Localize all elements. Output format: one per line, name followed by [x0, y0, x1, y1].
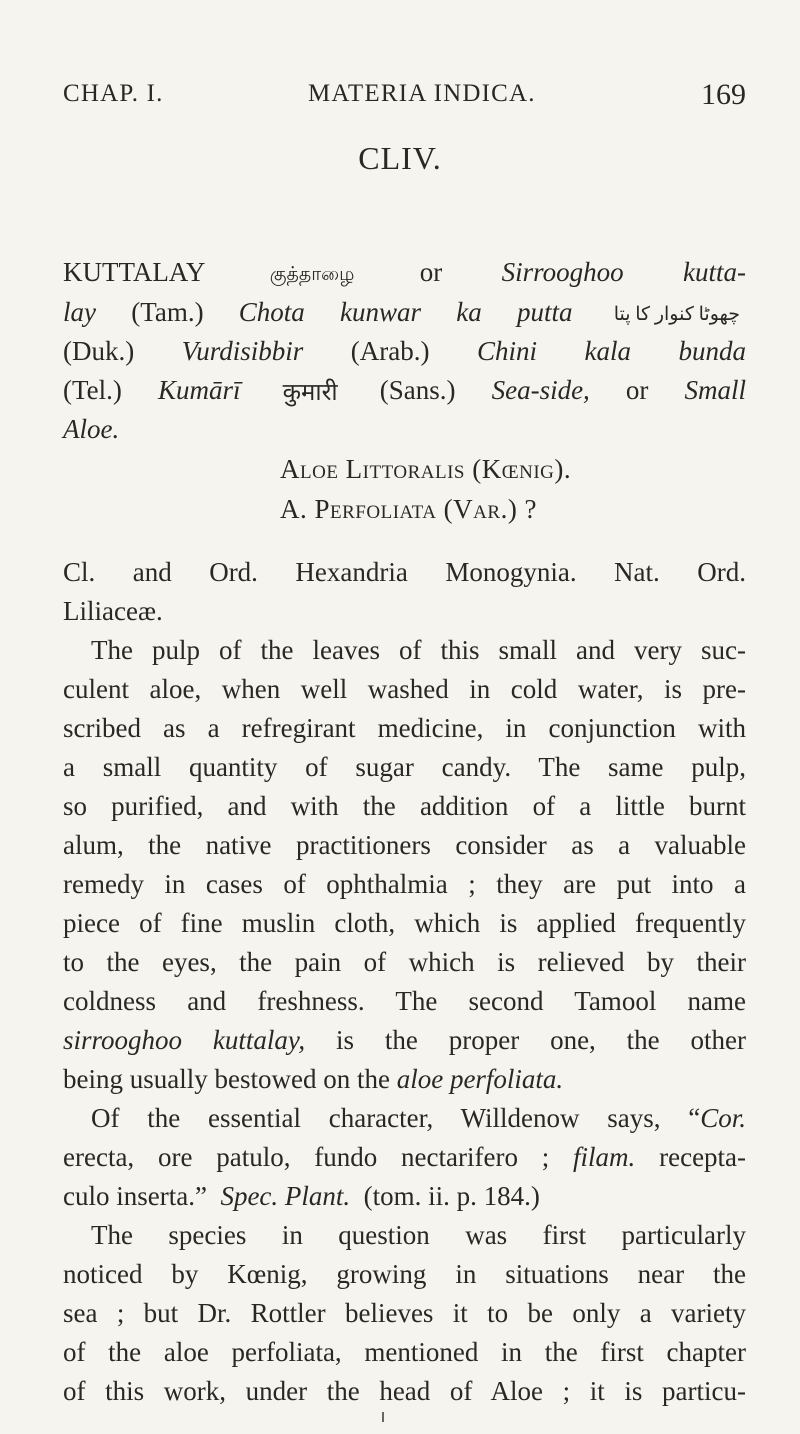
- urdu-script: چهوٹا کنوار کا پتا: [613, 303, 741, 325]
- paragraph-line: remedy in cases of ophthalmia ; they are put into a: [63, 869, 746, 899]
- entry-line-1: KUTTALAY குத்தாழை or Sirrooghoo kutta-: [63, 254, 746, 290]
- entry-headword: KUTTALAY: [63, 257, 205, 287]
- entry-line-4: (Tel.) Kumārī कुमारी (Sans.) Sea-side, or Small: [63, 372, 746, 408]
- paragraph-line: culo inserta.” Spec. Plant. (tom. ii. p. 184.): [63, 1181, 540, 1211]
- section-number: CLIV.: [358, 140, 442, 176]
- paragraph-line: of this work, under the head of Aloe ; it is particu-: [63, 1376, 746, 1406]
- paragraph-line: scribed as a refregirant medicine, in conjunction with: [63, 713, 746, 743]
- devanagari-script: कुमारी: [282, 379, 338, 406]
- paragraph-line: to the eyes, the pain of which is relieved by their: [63, 947, 746, 977]
- chapter-label: CHAP. I.: [63, 80, 164, 107]
- paragraph-line: culent aloe, when well washed in cold water, is pre-: [63, 674, 746, 704]
- paragraph-line: noticed by Kœnig, growing in situations near the: [63, 1259, 746, 1289]
- paragraph-line: a small quantity of sugar candy. The same pulp,: [63, 752, 746, 782]
- paragraph-line: coldness and freshness. The second Tamool name: [63, 986, 746, 1016]
- running-head: [63, 80, 746, 120]
- page-number: 169: [701, 78, 746, 111]
- paragraph-line: of the aloe perfoliata, mentioned in the first chapter: [63, 1337, 746, 1367]
- classification-line-1: Cl. and Ord. Hexandria Monogynia. Nat. Ord.: [63, 557, 746, 587]
- paragraph-line: so purified, and with the addition of a little burnt: [63, 791, 746, 821]
- paragraph-line: erecta, ore patulo, fundo nectarifero ; filam. recepta-: [63, 1142, 747, 1172]
- page-mark: [382, 1412, 384, 1422]
- classification-line-2: Liliaceæ.: [63, 596, 163, 626]
- entry-line-5: Aloe.: [63, 414, 120, 444]
- species-name-2: A. Perfoliata (Var.) ?: [280, 494, 538, 524]
- paragraph-line: sirrooghoo kuttalay, is the proper one, the other: [63, 1025, 746, 1055]
- species-name-1: Aloe Littoralis (Kœnig).: [280, 454, 572, 484]
- entry-line-3: (Duk.) Vurdisibbir (Arab.) Chini kala bunda: [63, 336, 747, 366]
- entry-line-2: lay (Tam.) Chota kunwar ka putta چهوٹا کنوار کا پتا: [63, 294, 746, 330]
- paragraph-line: alum, the native practitioners consider as a valuable: [63, 830, 746, 860]
- paragraph-line: piece of fine muslin cloth, which is applied frequently: [63, 908, 746, 938]
- paragraph-line: The pulp of the leaves of this small and very suc-: [91, 635, 746, 665]
- paragraph-line: Of the essential character, Willdenow says, “Cor.: [91, 1103, 746, 1133]
- paragraph-line: being usually bestowed on the aloe perfoliata.: [63, 1064, 564, 1094]
- tamil-script: குத்தாழை: [269, 263, 355, 285]
- paragraph-line: sea ; but Dr. Rottler believes it to be only a variety: [63, 1298, 746, 1328]
- paragraph-line: The species in question was first particularly: [91, 1220, 746, 1250]
- book-title: MATERIA INDICA.: [308, 80, 536, 107]
